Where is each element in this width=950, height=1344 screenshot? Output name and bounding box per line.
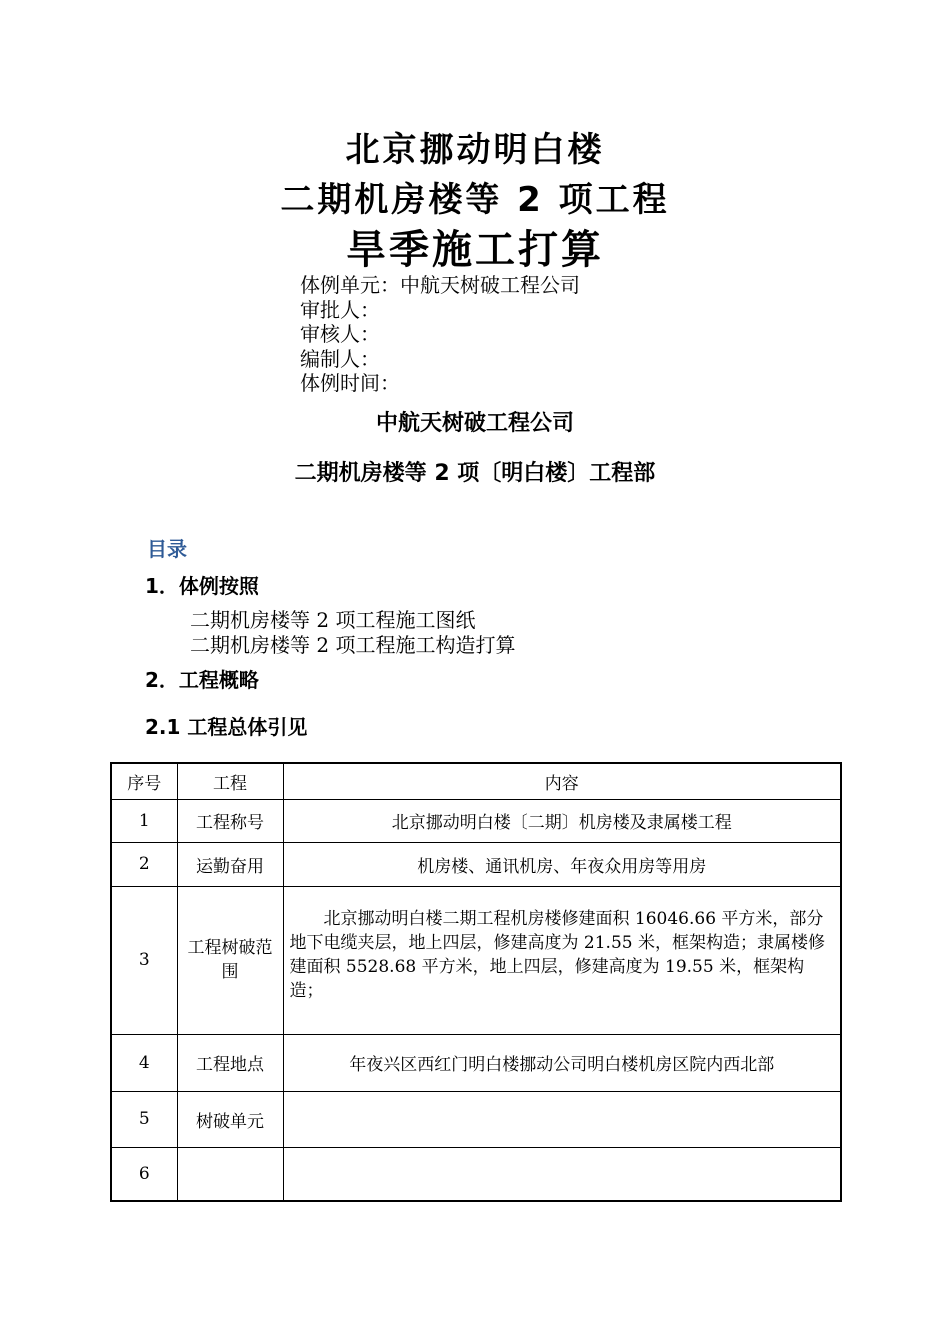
row-no: 5 (111, 1091, 177, 1147)
row-content (283, 1147, 841, 1201)
table-row (111, 886, 841, 1034)
project-overview-table (110, 762, 842, 1202)
row-no: 3 (111, 886, 177, 1034)
document-info-block (300, 273, 580, 396)
row-item: 树破单元 (177, 1091, 283, 1147)
document-title-line3: 旱季施工打算 (346, 227, 604, 273)
section-2-1-heading: 2.1 工程总体引见 (145, 715, 308, 739)
row-content: 机房楼、通讯机房、年夜众用房等用房 (283, 842, 841, 886)
toc-heading: 目录 (147, 537, 187, 561)
section-2-heading: 2．工程概略 (145, 668, 259, 692)
row-no: 2 (111, 842, 177, 886)
row-no: 6 (111, 1147, 177, 1201)
document-title-line2: 二期机房楼等 2 项工程 (280, 180, 670, 220)
section-1-item: 二期机房楼等 2 项工程施工构造打算 (190, 633, 516, 657)
info-author: 编制人： (300, 346, 380, 371)
row-no: 4 (111, 1034, 177, 1091)
info-reviewer: 审核人： (300, 322, 380, 346)
section-1-heading: 1．体例按照 (145, 574, 259, 598)
table-row (111, 1034, 841, 1091)
table-row (111, 842, 841, 886)
header-item: 工程 (177, 763, 283, 799)
row-content: 年夜兴区西红门明白楼挪动公司明白楼机房区院内西北部 (283, 1034, 841, 1091)
section-1-item: 二期机房楼等 2 项工程施工图纸 (190, 608, 476, 632)
department-name: 二期机房楼等 2 项〔明白楼〕工程部 (294, 461, 656, 486)
row-item (177, 1147, 283, 1201)
row-item: 运勤奋用 (177, 842, 283, 886)
row-no: 1 (111, 799, 177, 842)
company-name: 中航天树破工程公司 (375, 411, 574, 436)
table-header-row (111, 763, 841, 799)
info-date: 体例时间： (300, 371, 400, 395)
row-item: 工程地点 (177, 1034, 283, 1091)
document-title-line1: 北京挪动明白楼 (345, 130, 605, 170)
table-row (111, 799, 841, 842)
row-content: 北京挪动明白楼二期工程机房楼修建面积 16046.66 平方米，部分地下电缆夹层，地上四层，修建高度为 21.55 米，框架构造；隶属楼修建面积 5528.68 平方米，地上四层，修建高度为 19.55 米，框架构造； (283, 886, 841, 1034)
header-content: 内容 (283, 763, 841, 799)
info-compiling-unit: 体例单元：中航天树破工程公司 (300, 273, 580, 297)
row-item: 工程称号 (177, 799, 283, 842)
table-row (111, 1147, 841, 1201)
header-no: 序号 (111, 763, 177, 799)
row-item: 工程树破范围 (177, 886, 283, 1034)
row-content (283, 1091, 841, 1147)
info-approver: 审批人： (300, 297, 380, 322)
row-content: 北京挪动明白楼〔二期〕机房楼及隶属楼工程 (283, 799, 841, 842)
table-row (111, 1091, 841, 1147)
